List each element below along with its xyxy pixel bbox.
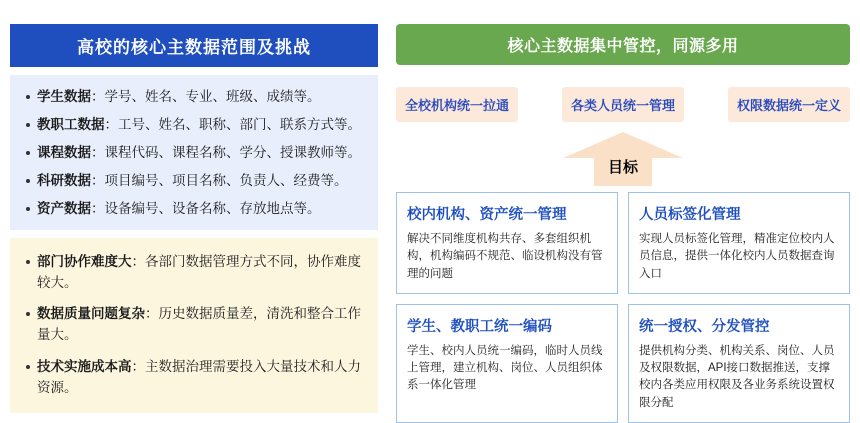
- card-body: 提供机构分类、机构关系、岗位、人员及权限数据，API接口数据推送，支撑校内各类应用权限及各业务系统设置权限分配: [639, 344, 835, 409]
- list-item: [24, 143, 364, 164]
- challenge-item-text: [37, 357, 364, 399]
- card-title: 统一授权、分发管控: [639, 318, 770, 335]
- goal-arrow: [396, 132, 850, 186]
- list-item: [24, 304, 364, 346]
- scope-item-text: [37, 171, 364, 192]
- scope-item-desc: ：学号、姓名、专业、班级、成绩等。: [91, 89, 321, 104]
- scope-item-term: 科研数据: [37, 172, 91, 188]
- challenge-panel: [10, 238, 378, 414]
- card-body: 实现人员标签化管理，精准定位校内人员信息，提供一体化校内人员数据查询入口: [639, 233, 835, 280]
- challenge-item-text: [37, 252, 364, 294]
- pill-org-alignment: 全校机构统一拉通: [396, 87, 518, 122]
- list-item: [24, 115, 364, 136]
- challenge-item-desc: ：历史数据质量差，清洗和整合工作量大。: [37, 306, 361, 343]
- bullet-dot-icon: [26, 123, 30, 127]
- challenge-item-term: 部门协作难度大: [37, 253, 132, 269]
- card-title: 学生、教职工统一编码: [407, 318, 552, 335]
- card-unified-coding: [396, 304, 618, 423]
- bullet-dot-icon: [26, 260, 30, 264]
- left-column: [10, 24, 378, 413]
- pill-permission-definition: 权限数据统一定义: [728, 87, 850, 122]
- right-header-title: 核心主数据集中管控，同源多用: [396, 24, 850, 65]
- scope-item-text: [37, 199, 364, 220]
- challenge-item-term: 数据质量问题复杂: [37, 306, 145, 322]
- card-org-asset-management: [396, 192, 618, 294]
- card-authorization-distribution: [628, 304, 850, 423]
- bullet-dot-icon: [26, 312, 30, 316]
- scope-item-text: [37, 115, 364, 136]
- scope-item-desc: ：工号、姓名、职称、部门、联系方式等。: [104, 116, 361, 132]
- scope-panel: [10, 75, 378, 230]
- list-item: [24, 252, 364, 294]
- challenge-item-term: 技术实施成本高: [37, 359, 132, 375]
- list-item: [24, 87, 364, 108]
- bullet-dot-icon: [26, 95, 30, 99]
- scope-item-desc: ：课程代码、课程名称、学分、授课教师等。: [91, 144, 361, 160]
- scope-item-text: [37, 87, 364, 108]
- bullet-dot-icon: [26, 179, 30, 183]
- scope-item-desc: ：项目编号、项目名称、负责人、经费等。: [91, 172, 348, 188]
- list-item: [24, 199, 364, 220]
- scope-item-term: 教职工数据: [37, 116, 105, 132]
- challenge-item-text: [37, 304, 364, 346]
- scope-item-term: 课程数据: [37, 144, 91, 160]
- pill-personnel-management: 各类人员统一管理: [562, 87, 684, 122]
- pill-row: [396, 87, 850, 122]
- list-item: [24, 357, 364, 399]
- challenge-item-desc: ：主数据治理需要投入大量技术和人力资源。: [37, 359, 361, 396]
- card-title: 校内机构、资产统一管理: [407, 207, 567, 223]
- goal-label: 目标: [607, 159, 638, 176]
- capability-card-grid: [396, 192, 850, 423]
- bullet-dot-icon: [26, 151, 30, 155]
- right-column: [396, 24, 850, 423]
- card-title: 人员标签化管理: [639, 207, 741, 223]
- card-body: 解决不同维度机构共存、多套组织机构，机构编码不规范、临设机构没有管理的问题: [407, 233, 603, 280]
- left-header-title: 高校的核心主数据范围及挑战: [10, 24, 378, 67]
- scope-item-desc: ：设备编号、设备名称、存放地点等。: [91, 200, 321, 216]
- card-body: 学生、校内人员统一编码，临时人员线上管理，建立机构、岗位、人员组织体系一体化管理: [407, 344, 603, 392]
- challenge-item-desc: ：各部门数据管理方式不同，协作难度较大。: [37, 253, 361, 290]
- bullet-dot-icon: [26, 207, 30, 211]
- scope-item-term: 资产数据: [37, 200, 91, 216]
- list-item: [24, 171, 364, 192]
- arrow-head-icon: [563, 132, 683, 158]
- scope-item-text: [37, 143, 364, 164]
- scope-item-term: 学生数据: [37, 89, 91, 104]
- bullet-dot-icon: [26, 365, 30, 369]
- card-personnel-tagging: [628, 192, 850, 294]
